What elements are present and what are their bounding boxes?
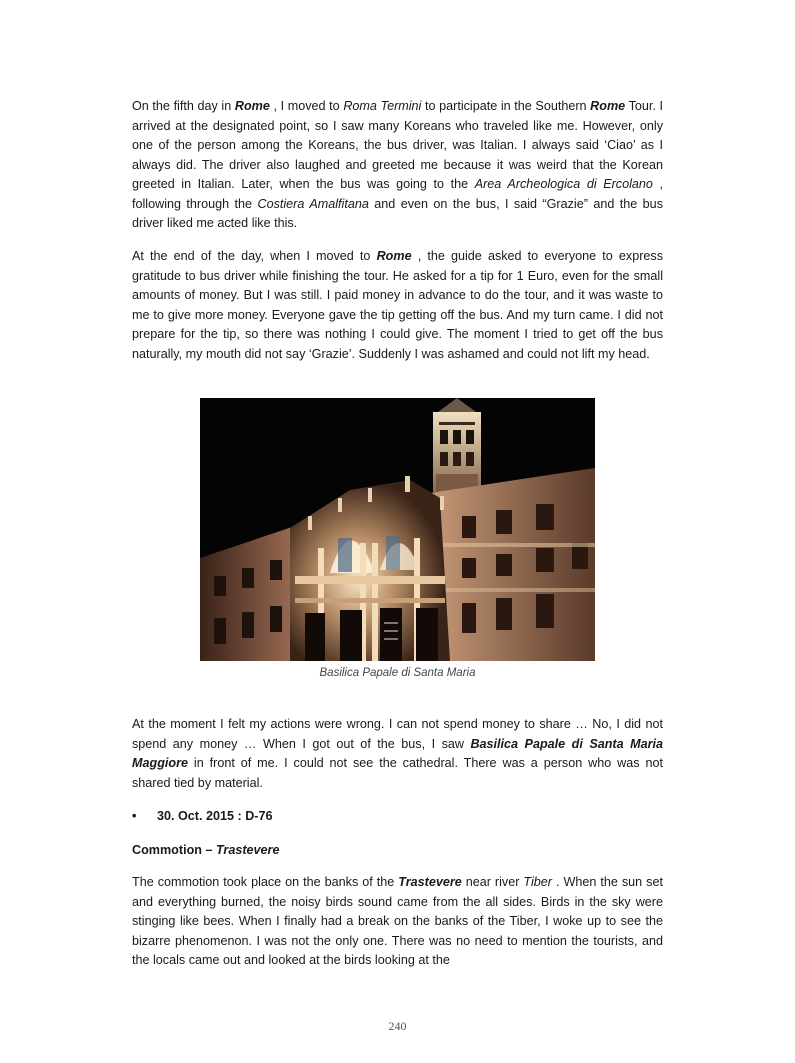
photo-caption: Basilica Papale di Santa Maria	[319, 667, 476, 679]
emphasis-costiera: Costiera Amalfitana	[257, 196, 369, 211]
heading-prefix: Commotion –	[132, 843, 216, 857]
text-run: , following through the	[132, 177, 663, 211]
emphasis-rome: Rome	[590, 99, 626, 113]
text-run: to participate in the Southern	[421, 99, 591, 113]
bell-tower	[433, 398, 481, 492]
emphasis-trastevere: Trastevere	[398, 875, 462, 889]
section-heading	[132, 841, 279, 860]
page-number: 240	[388, 1019, 407, 1033]
emphasis-tiber: Tiber	[523, 875, 553, 889]
text-run: and even on the bus, I said “Grazie” and the bus driver liked me acted like this.	[132, 196, 663, 230]
bullet-icon: •	[132, 809, 137, 823]
paragraph-tip-for-driver	[132, 247, 663, 364]
text-run: , the guide asked to everyone to express gratitude to bus driver while finishing the tour. He asked for a tip for 1 Euro, even for the small amounts of money. But I was still. I paid money in advance to do the tour, and it was waste to me to give more money. Everyone gave the tip getting off the bus. And my turn came. I did not prepare for the tip, so there was nothing I could give. The moment I tried to get off the bus naturally, my mouth did not say ‘Grazie’. Suddenly I was ashamed and could not lift my head.	[132, 249, 664, 361]
text-run: At the end of the day, when I moved to	[132, 249, 377, 263]
emphasis-roma-termini: Roma Termini	[343, 99, 422, 113]
text-run: The commotion took place on the banks of the	[132, 875, 399, 889]
basilica-photo	[200, 398, 595, 661]
emphasis-ercolano: Area Archeologica di Ercolano	[474, 177, 653, 191]
emphasis-basilica: Basilica Papale di Santa Maria Maggiore	[132, 736, 663, 770]
text-run: , I moved to	[269, 99, 344, 113]
heading-place: Trastevere	[215, 843, 280, 857]
paragraph-southern-rome-tour	[132, 97, 663, 234]
text-run: near river	[461, 875, 524, 889]
emphasis-rome: Rome	[234, 99, 270, 113]
emphasis-rome: Rome	[376, 249, 412, 263]
text-run: At the moment I felt my actions were wrong. I can not spend money to share … No, I did not spend any money … When I got out of the bus, I saw	[132, 717, 663, 751]
text-run: in front of me. I could not see the cathedral. There was a person who was not shared tied by material.	[132, 756, 663, 790]
date-label: 30. Oct. 2015 : D-76	[157, 809, 273, 823]
text-run: On the fifth day in	[132, 99, 235, 113]
text-run: Tour. I arrived at the designated point, so I saw many Koreans who traveled like me. However, only one of the person among the Koreans, the bus driver, was Italian. I always said ‘Ciao’ as I always did. The driver also laughed and greeted me because it was weird that the Korean greeted in Italian. Later, when the bus was going to the	[132, 99, 664, 191]
paragraph-trastevere-commotion	[132, 873, 663, 971]
right-palazzo	[430, 468, 595, 661]
text-run: . When the sun set and everything burned, the noisy birds sound came from the all sides. Birds in the sky were stinging like bees. When I finally had a break on the banks of the Tiber, I woke up to see the bizarre phenomenon. I was not the only one. There was no need to mention the tourists, and the locals came out and looked at the birds looking at the	[132, 875, 663, 967]
paragraph-basilica-reflection	[132, 715, 663, 793]
